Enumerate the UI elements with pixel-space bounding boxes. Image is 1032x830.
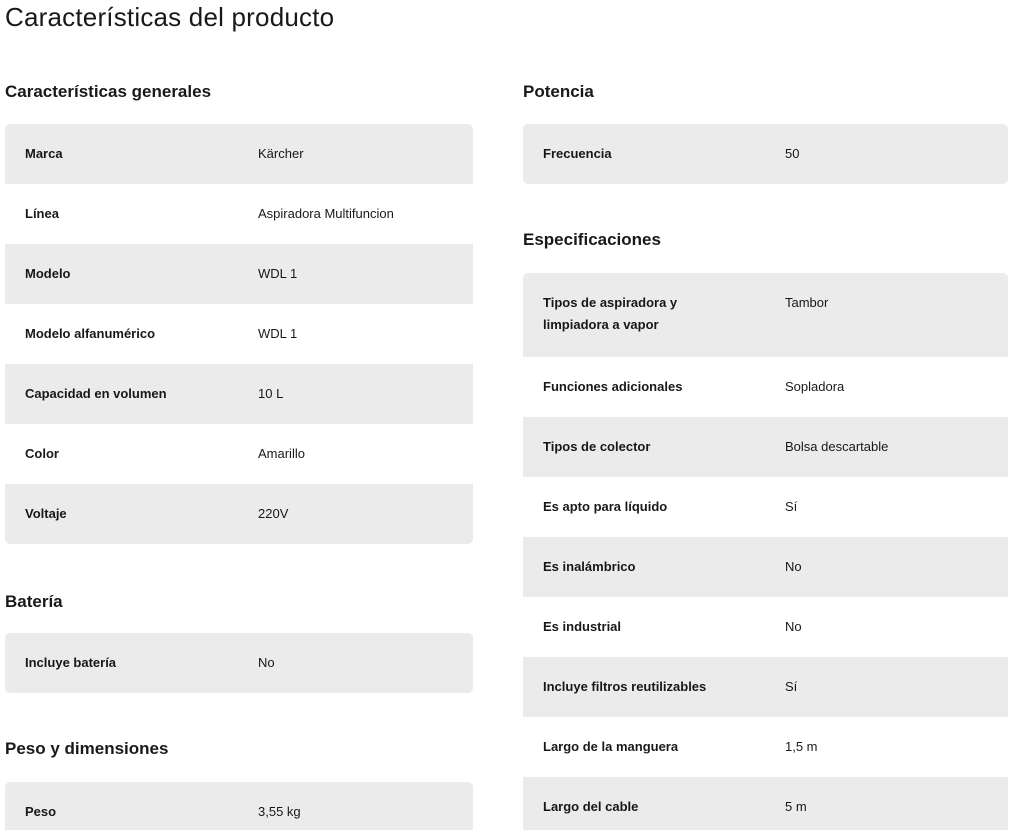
- table-row: [523, 273, 1008, 357]
- spec-label: Marca: [25, 146, 63, 161]
- spec-value: Amarillo: [258, 446, 305, 461]
- section-title-specs: Especificaciones: [523, 230, 661, 249]
- table-row: [5, 782, 473, 830]
- spec-value: Tambor: [785, 295, 829, 310]
- spec-label: Capacidad en volumen: [25, 386, 167, 401]
- spec-table-specs: [523, 273, 1008, 830]
- table-row: [5, 184, 473, 244]
- spec-label: Funciones adicionales: [543, 379, 683, 394]
- spec-value: Sí: [785, 679, 798, 694]
- table-row: [523, 357, 1008, 417]
- spec-table-general: [5, 124, 473, 544]
- table-row: [523, 417, 1008, 477]
- spec-label: Es inalámbrico: [543, 559, 636, 574]
- spec-label: Tipos de aspiradora y limpiadora a vapor: [543, 295, 678, 332]
- spec-value: Sopladora: [785, 379, 845, 394]
- spec-value: WDL 1: [258, 326, 298, 341]
- spec-value: Aspiradora Multifuncion: [258, 206, 394, 221]
- section-title-weight: Peso y dimensiones: [5, 739, 169, 758]
- spec-label: Modelo alfanumérico: [25, 326, 156, 341]
- section-title-battery: Batería: [5, 592, 63, 611]
- section-title-power: Potencia: [523, 82, 594, 101]
- spec-value: No: [785, 619, 802, 634]
- table-row: [5, 484, 473, 544]
- table-row: [5, 364, 473, 424]
- page-title: Características del producto: [5, 2, 335, 32]
- spec-label: Línea: [25, 206, 59, 221]
- table-row: [5, 424, 473, 484]
- table-row: [5, 244, 473, 304]
- spec-label: Largo del cable: [543, 799, 639, 814]
- spec-label: Es apto para líquido: [543, 499, 668, 514]
- section-title-general: Características generales: [5, 82, 212, 101]
- spec-value: WDL 1: [258, 266, 298, 281]
- spec-value: 10 L: [258, 386, 284, 401]
- table-row: [523, 477, 1008, 537]
- table-row: [5, 633, 473, 693]
- spec-value: 1,5 m: [785, 739, 818, 754]
- spec-value: 50: [785, 146, 800, 161]
- spec-table-power: [523, 124, 1008, 184]
- table-row: [523, 124, 1008, 184]
- spec-table-weight: [5, 782, 473, 830]
- spec-label: Color: [25, 446, 59, 461]
- spec-label: Largo de la manguera: [543, 739, 679, 754]
- spec-value: No: [785, 559, 802, 574]
- spec-label: Modelo: [25, 266, 71, 281]
- spec-label: Peso: [25, 804, 57, 819]
- spec-label: Incluye filtros reutilizables: [543, 679, 707, 694]
- table-row: [523, 537, 1008, 597]
- table-row: [523, 717, 1008, 777]
- table-row: [5, 124, 473, 184]
- spec-label: Frecuencia: [543, 146, 612, 161]
- table-row: [523, 597, 1008, 657]
- table-row: [523, 777, 1008, 830]
- spec-value: No: [258, 655, 275, 670]
- spec-value: Sí: [785, 499, 798, 514]
- spec-label: Incluye batería: [25, 655, 117, 670]
- spec-label: Voltaje: [25, 506, 67, 521]
- table-row: [5, 304, 473, 364]
- spec-value: 220V: [258, 506, 289, 521]
- spec-label: Tipos de colector: [543, 439, 651, 454]
- spec-value: Kärcher: [258, 146, 304, 161]
- spec-value: 5 m: [785, 799, 807, 814]
- spec-value: 3,55 kg: [258, 804, 301, 819]
- table-row: [523, 657, 1008, 717]
- spec-label: Es industrial: [543, 619, 622, 634]
- spec-table-battery: [5, 633, 473, 693]
- spec-value: Bolsa descartable: [785, 439, 889, 454]
